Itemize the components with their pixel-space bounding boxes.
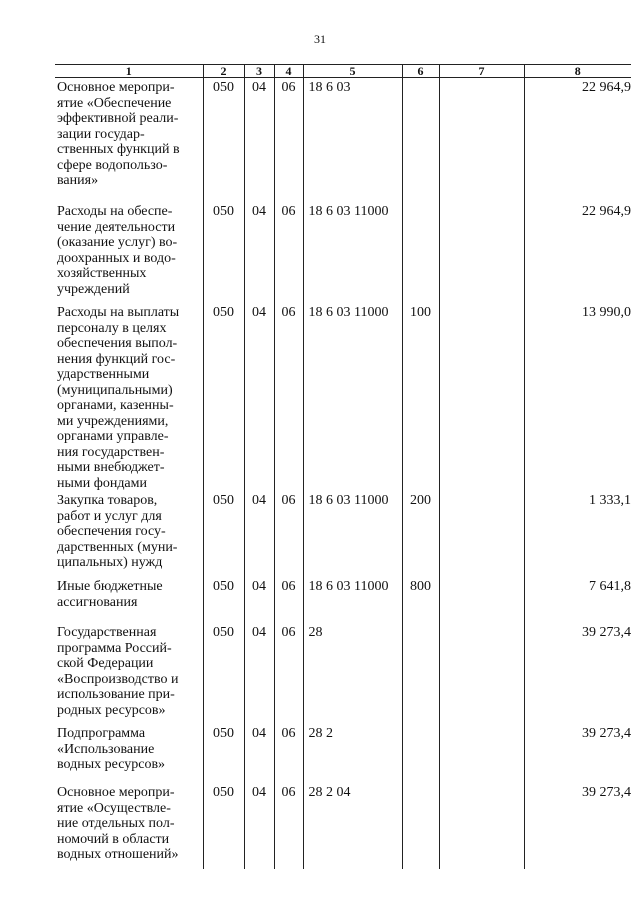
table-row bbox=[55, 783, 631, 869]
ministry-code-cell: 050 bbox=[203, 724, 244, 783]
row-name-cell: Иные бюджетные ассигнования bbox=[57, 579, 163, 610]
column-header: 8 bbox=[524, 65, 631, 78]
empty-cell bbox=[439, 724, 524, 783]
empty-cell bbox=[439, 491, 524, 577]
table-row bbox=[55, 202, 631, 303]
empty-cell bbox=[439, 303, 524, 491]
empty-cell bbox=[439, 202, 524, 303]
amount-cell: 1 333,1 bbox=[524, 491, 631, 577]
subsection-cell: 06 bbox=[274, 577, 303, 623]
expense-type-cell bbox=[402, 783, 439, 869]
table-row bbox=[55, 303, 631, 491]
page-number: 31 bbox=[314, 32, 326, 46]
subsection-cell: 06 bbox=[274, 303, 303, 491]
ministry-code-cell: 050 bbox=[203, 303, 244, 491]
row-name-cell: Основное меропри- ятие «Обеспечение эффективной реали- зации государ- ственных функций в сфере водопользо- вания» bbox=[57, 80, 180, 188]
row-name-cell: Подпрограмма «Использование водных ресурсов» bbox=[57, 726, 166, 772]
amount-cell: 39 273,4 bbox=[524, 783, 631, 869]
ministry-code-cell: 050 bbox=[203, 78, 244, 203]
amount-cell: 39 273,4 bbox=[524, 724, 631, 783]
column-header: 7 bbox=[439, 65, 524, 78]
expense-type-cell bbox=[402, 724, 439, 783]
section-cell: 04 bbox=[244, 202, 274, 303]
column-header: 2 bbox=[203, 65, 244, 78]
section-cell: 04 bbox=[244, 783, 274, 869]
section-cell: 04 bbox=[244, 724, 274, 783]
target-article-cell: 28 2 bbox=[303, 724, 402, 783]
subsection-cell: 06 bbox=[274, 724, 303, 783]
expense-type-cell bbox=[402, 78, 439, 203]
ministry-code-cell: 050 bbox=[203, 623, 244, 724]
section-cell: 04 bbox=[244, 303, 274, 491]
row-name-cell: Основное меропри- ятие «Осуществле- ние отдельных пол- номочий в области водных отношений» bbox=[57, 785, 179, 862]
table-row bbox=[55, 78, 631, 203]
subsection-cell: 06 bbox=[274, 78, 303, 203]
amount-cell: 22 964,9 bbox=[524, 78, 631, 203]
column-header: 1 bbox=[55, 65, 203, 78]
target-article-cell: 18 6 03 11000 bbox=[303, 303, 402, 491]
column-header: 5 bbox=[303, 65, 402, 78]
section-cell: 04 bbox=[244, 577, 274, 623]
row-name-cell: Расходы на обеспе- чение деятельности (оказание услуг) во- доохранных и водо- хозяйственных учреждений bbox=[57, 204, 178, 297]
expense-type-cell bbox=[402, 623, 439, 724]
ministry-code-cell: 050 bbox=[203, 202, 244, 303]
ministry-code-cell: 050 bbox=[203, 491, 244, 577]
empty-cell bbox=[439, 783, 524, 869]
ministry-code-cell: 050 bbox=[203, 577, 244, 623]
ministry-code-cell: 050 bbox=[203, 783, 244, 869]
expense-type-cell: 200 bbox=[402, 491, 439, 577]
section-cell: 04 bbox=[244, 623, 274, 724]
table-row bbox=[55, 491, 631, 577]
expense-type-cell: 100 bbox=[402, 303, 439, 491]
amount-cell: 39 273,4 bbox=[524, 623, 631, 724]
section-cell: 04 bbox=[244, 491, 274, 577]
subsection-cell: 06 bbox=[274, 783, 303, 869]
table-body bbox=[55, 78, 631, 870]
target-article-cell: 18 6 03 11000 bbox=[303, 202, 402, 303]
table-row bbox=[55, 623, 631, 724]
amount-cell: 22 964,9 bbox=[524, 202, 631, 303]
table-header-row bbox=[55, 65, 631, 78]
table-row bbox=[55, 724, 631, 783]
row-name-cell: Государственная программа Россий- ской Федерации «Воспроизводство и использование при- родных ресурсов» bbox=[57, 625, 179, 718]
amount-cell: 13 990,0 bbox=[524, 303, 631, 491]
column-header: 4 bbox=[274, 65, 303, 78]
target-article-cell: 18 6 03 bbox=[303, 78, 402, 203]
target-article-cell: 28 2 04 bbox=[303, 783, 402, 869]
target-article-cell: 18 6 03 11000 bbox=[303, 491, 402, 577]
column-header: 6 bbox=[402, 65, 439, 78]
expense-type-cell: 800 bbox=[402, 577, 439, 623]
target-article-cell: 18 6 03 11000 bbox=[303, 577, 402, 623]
subsection-cell: 06 bbox=[274, 623, 303, 724]
subsection-cell: 06 bbox=[274, 491, 303, 577]
row-name-cell: Закупка товаров, работ и услуг для обеспечения госу- дарственных (муни- ципальных) нужд bbox=[57, 493, 178, 570]
table-row bbox=[55, 577, 631, 623]
column-header: 3 bbox=[244, 65, 274, 78]
budget-table bbox=[55, 64, 631, 869]
empty-cell bbox=[439, 623, 524, 724]
target-article-cell: 28 bbox=[303, 623, 402, 724]
amount-cell: 7 641,8 bbox=[524, 577, 631, 623]
section-cell: 04 bbox=[244, 78, 274, 203]
subsection-cell: 06 bbox=[274, 202, 303, 303]
row-name-cell: Расходы на выплаты персоналу в целях обеспечения выпол- нения функций гос- ударственными (муниципальными) органами, казенны- ми учреждениями, органами управле- ния государствен- ными внебюджет- ными фондами bbox=[57, 305, 180, 491]
expense-type-cell bbox=[402, 202, 439, 303]
empty-cell bbox=[439, 78, 524, 203]
empty-cell bbox=[439, 577, 524, 623]
